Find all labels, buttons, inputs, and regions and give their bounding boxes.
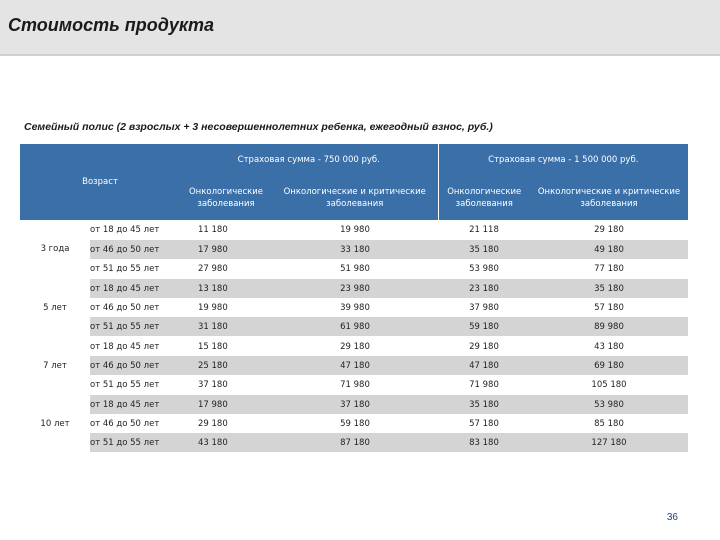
age-range-cell: от 18 до 45 лет [90, 225, 160, 235]
value-cell: 31 180 [180, 317, 272, 337]
age-range-cell: от 18 до 45 лет [90, 395, 180, 415]
value-cell: 35 180 [438, 395, 530, 415]
value-cell: 59 180 [340, 418, 370, 429]
term-cell: 10 лет [20, 395, 90, 453]
value-cell: 57 180 [469, 418, 499, 429]
header-row-sums [20, 144, 688, 176]
age-range-cell: от 18 до 45 лет [90, 337, 180, 357]
value-cell: 23 180 [438, 279, 530, 299]
value-cell: 43 180 [530, 337, 688, 357]
age-range-cell: от 18 до 45 лет [90, 279, 180, 299]
age-range-cell: от 46 до 50 лет [90, 418, 160, 429]
table-caption: Семейный полис (2 взрослых + 3 несовершеннолетних ребенка, ежегодный взнос, руб.) [24, 121, 493, 133]
table-row [20, 240, 688, 259]
value-cell: 39 980 [340, 302, 370, 313]
value-cell: 57 180 [594, 302, 624, 313]
value-cell: 29 180 [198, 418, 228, 429]
value-cell: 53 980 [469, 263, 499, 274]
value-cell: 105 180 [591, 379, 627, 390]
value-cell: 77 180 [594, 263, 624, 274]
value-cell: 37 980 [469, 302, 499, 313]
value-cell: 85 180 [594, 418, 624, 429]
value-cell: 29 180 [272, 337, 438, 357]
value-cell: 71 980 [340, 379, 370, 390]
value-cell: 49 180 [530, 240, 688, 259]
term-cell: 3 года [20, 220, 90, 279]
value-cell: 17 980 [180, 240, 272, 259]
value-cell: 83 180 [438, 433, 530, 452]
term-cell: 5 лет [20, 279, 90, 337]
value-cell: 13 180 [180, 279, 272, 299]
age-range-cell: от 51 до 55 лет [90, 433, 180, 452]
table-header [20, 144, 688, 220]
table-row [20, 337, 688, 357]
table-row [20, 375, 688, 395]
value-cell: 29 180 [438, 337, 530, 357]
value-cell: 35 180 [530, 279, 688, 299]
coverage-header-oncology-750k: Онкологические заболевания [180, 176, 272, 220]
value-cell: 33 180 [272, 240, 438, 259]
table-row [20, 414, 688, 433]
table-row [20, 298, 688, 317]
age-header: Возраст [20, 144, 180, 220]
page-title: Стоимость продукта [8, 15, 215, 35]
value-cell: 43 180 [180, 433, 272, 452]
age-range-cell: от 46 до 50 лет [90, 240, 180, 259]
value-cell: 47 180 [272, 356, 438, 375]
pricing-table [20, 144, 688, 452]
value-cell: 19 980 [198, 302, 228, 313]
value-cell: 59 180 [438, 317, 530, 337]
value-cell: 53 980 [530, 395, 688, 415]
sum-header-750k: Страховая сумма - 750 000 руб. [180, 144, 438, 176]
age-range-cell: от 46 до 50 лет [90, 302, 160, 313]
value-cell: 71 980 [469, 379, 499, 390]
value-cell: 29 180 [594, 225, 624, 235]
value-cell: 69 180 [530, 356, 688, 375]
value-cell: 47 180 [438, 356, 530, 375]
age-range-cell: от 51 до 55 лет [90, 379, 160, 390]
value-cell: 37 180 [198, 379, 228, 390]
age-range-cell: от 51 до 55 лет [90, 263, 160, 274]
sum-header-1500k: Страховая сумма - 1 500 000 руб. [438, 144, 688, 176]
coverage-header-critical-750k: Онкологические и критические заболевания [272, 176, 438, 220]
value-cell: 23 980 [272, 279, 438, 299]
table-row [20, 220, 688, 240]
value-cell: 127 180 [530, 433, 688, 452]
term-cell: 7 лет [20, 337, 90, 395]
table-body [20, 220, 688, 452]
table-row [20, 279, 688, 299]
age-range-cell: от 46 до 50 лет [90, 356, 180, 375]
coverage-header-oncology-1500k: Онкологические заболевания [438, 176, 530, 220]
value-cell: 89 980 [530, 317, 688, 337]
value-cell: 17 980 [180, 395, 272, 415]
page-number: 36 [666, 512, 678, 523]
title-bar [0, 0, 720, 56]
value-cell: 11 180 [198, 225, 228, 235]
value-cell: 37 180 [272, 395, 438, 415]
value-cell: 51 980 [340, 263, 370, 274]
value-cell: 25 180 [180, 356, 272, 375]
table-row [20, 317, 688, 337]
value-cell: 21 118 [469, 225, 499, 235]
coverage-header-critical-1500k: Онкологические и критические заболевания [530, 176, 688, 220]
table-row [20, 433, 688, 452]
value-cell: 27 980 [198, 263, 228, 274]
value-cell: 87 180 [272, 433, 438, 452]
value-cell: 61 980 [272, 317, 438, 337]
table-row [20, 395, 688, 415]
age-range-cell: от 51 до 55 лет [90, 317, 180, 337]
value-cell: 15 180 [180, 337, 272, 357]
table-row [20, 259, 688, 279]
value-cell: 35 180 [438, 240, 530, 259]
table-row [20, 356, 688, 375]
value-cell: 19 980 [340, 225, 370, 235]
